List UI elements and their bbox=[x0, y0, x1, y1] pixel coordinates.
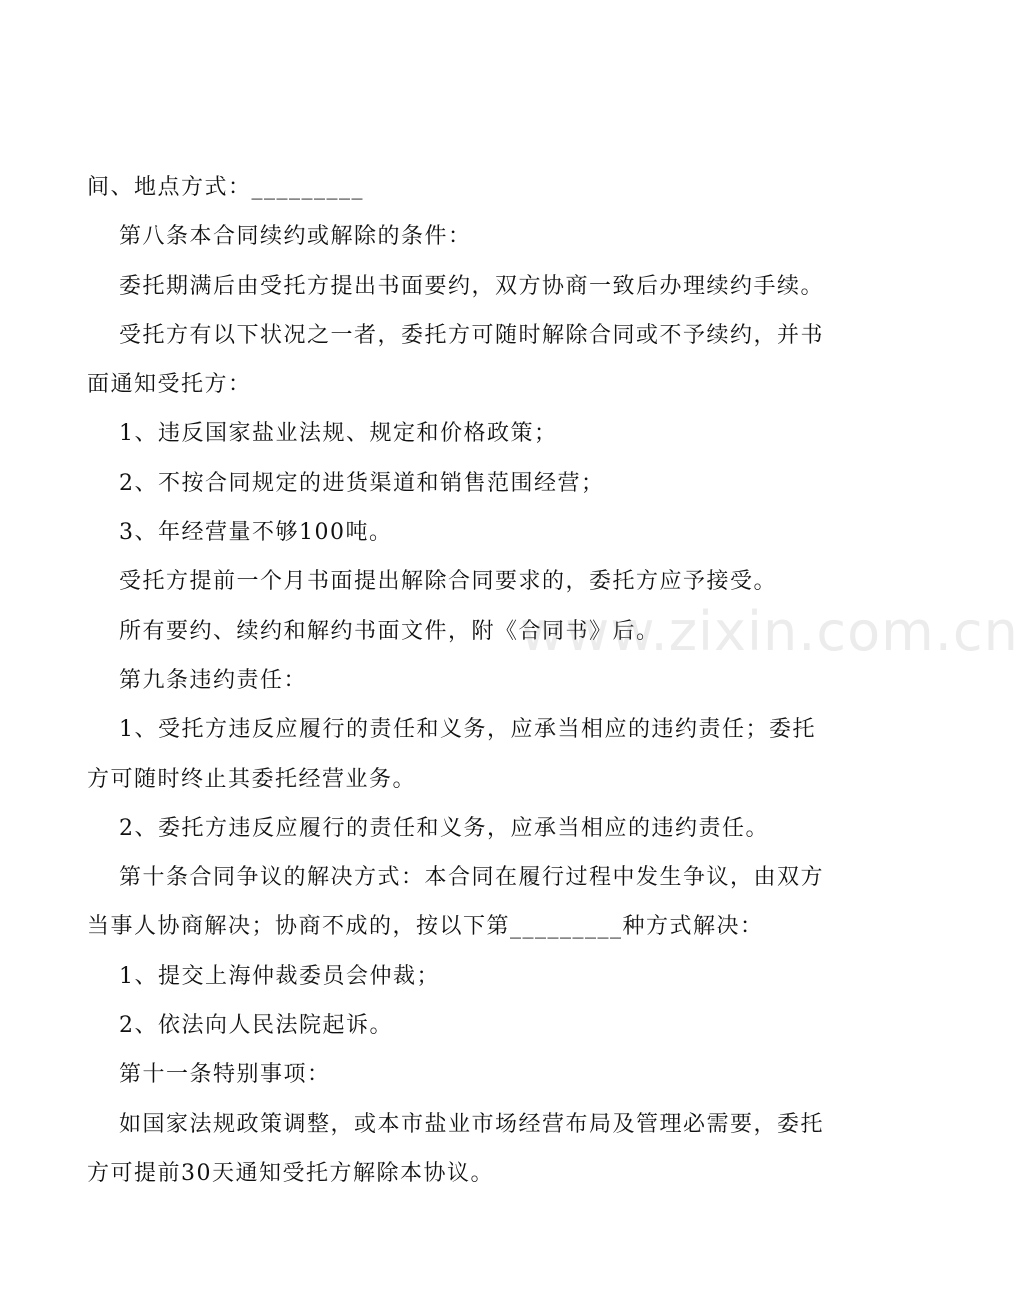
list-item-1: 1、违反国家盐业法规、规定和价格政策； bbox=[119, 421, 558, 447]
watermark: www.zixin.com.cn bbox=[520, 600, 1019, 663]
paragraph-renewal: 委托期满后由受托方提出书面要约，双方协商一致后办理续约手续。 bbox=[119, 273, 825, 299]
dispute-option-2: 2、依法向人民法院起诉。 bbox=[119, 1013, 393, 1039]
paragraph-termination-conditions: 受托方有以下状况之一者，委托方可随时解除合同或不予续约，并书面通知受托方： bbox=[87, 322, 825, 398]
paragraph-article-8-title: 第八条本合同续约或解除的条件： bbox=[119, 224, 472, 250]
document-body bbox=[87, 163, 833, 1198]
paragraph-liability-1: 1、受托方违反应履行的责任和义务，应承当相应的违约责任；委托方可随时终止其委托经营业务。 bbox=[87, 717, 816, 792]
paragraph-early-termination: 受托方提前一个月书面提出解除合同要求的，委托方应予接受。 bbox=[119, 569, 778, 595]
list-item-2: 2、不按合同规定的进货渠道和销售范围经营； bbox=[119, 470, 605, 496]
paragraph-attachments: 所有要约、续约和解约书面文件，附《合同书》后。 bbox=[119, 618, 660, 644]
paragraph-article-11-title: 第十一条特别事项： bbox=[119, 1062, 331, 1088]
paragraph-special-matters: 如国家法规政策调整，或本市盐业市场经营布局及管理必需要，委托方可提前30天通知受托方解除本协议。 bbox=[87, 1111, 825, 1186]
paragraph-venue-method: 间、地点方式：_________ bbox=[87, 175, 365, 200]
paragraph-article-9-title: 第九条违约责任： bbox=[119, 667, 308, 693]
dispute-option-1: 1、提交上海仲裁委员会仲裁； bbox=[119, 963, 440, 989]
paragraph-liability-2: 2、委托方违反应履行的责任和义务，应承当相应的违约责任。 bbox=[119, 815, 769, 841]
paragraph-article-10: 第十条合同争议的解决方式：本合同在履行过程中发生争议，由双方当事人协商解决；协商不成的，按以下第_________种方式解决： bbox=[87, 865, 825, 940]
list-item-3: 3、年经营量不够100吨。 bbox=[119, 520, 393, 546]
